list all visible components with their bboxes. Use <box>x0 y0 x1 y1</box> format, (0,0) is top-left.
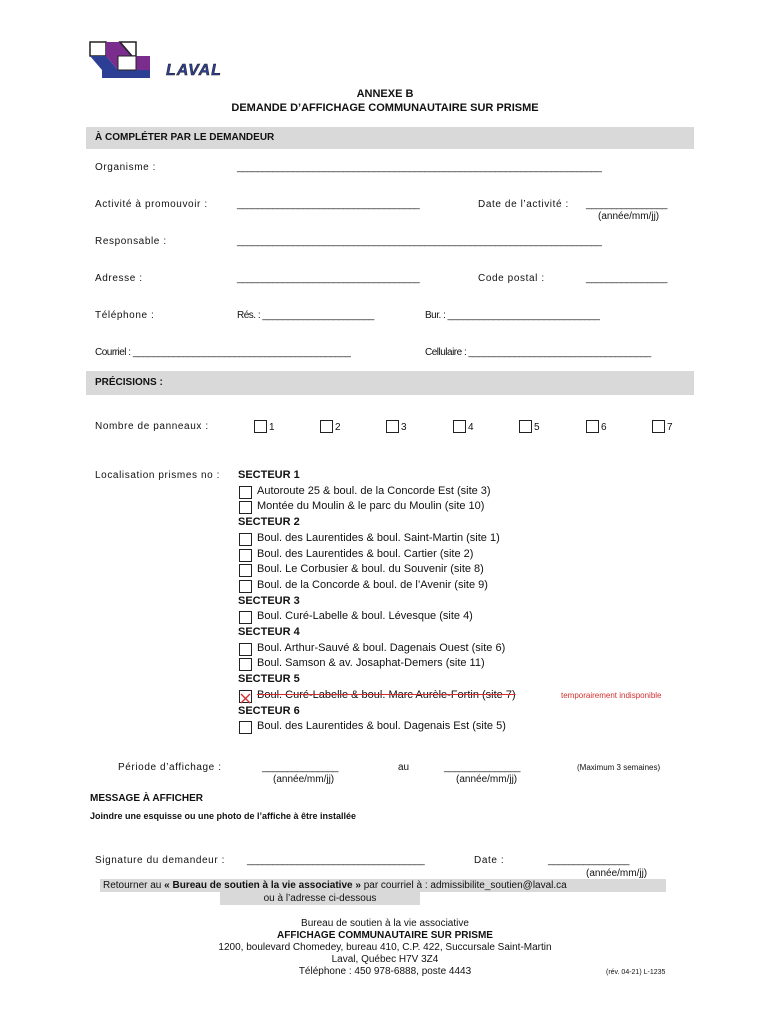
secteur-heading: SECTEUR 6 <box>238 704 300 717</box>
site-checkbox[interactable] <box>239 533 252 546</box>
organisme-field[interactable]: ________________________________________________________________________ <box>237 162 602 173</box>
periode-fin-field[interactable]: _______________ <box>444 762 520 773</box>
secteur-heading: SECTEUR 5 <box>238 673 300 686</box>
code-postal-field[interactable]: ________________ <box>586 273 667 284</box>
panneaux-checkbox-5[interactable] <box>519 420 532 433</box>
organisme-label: Organisme : <box>95 162 157 173</box>
periode-label: Période d’affichage : <box>118 762 222 773</box>
site-checkbox[interactable] <box>239 658 252 671</box>
activite-label: Activité à promouvoir : <box>95 199 208 210</box>
localisation-label: Localisation prismes no : <box>95 470 221 481</box>
message-instruction: Joindre une esquisse ou une photo de l’affiche à être installée <box>90 811 357 821</box>
panneaux-option-label: 2 <box>335 422 341 433</box>
responsable-label: Responsable : <box>95 236 167 247</box>
periode-debut-field[interactable]: _______________ <box>262 762 338 773</box>
site-label: Boul. des Laurentides & boul. Dagenais Est (site 5) <box>257 720 506 733</box>
site-checkbox[interactable] <box>239 549 252 562</box>
telephone-bur-field[interactable]: Bur. : ______________________________ <box>425 310 600 321</box>
code-postal-label: Code postal : <box>478 273 545 284</box>
footer-line1: Bureau de soutien à la vie associative <box>301 918 469 929</box>
panneaux-option-label: 1 <box>269 422 275 433</box>
panneaux-option-label: 5 <box>534 422 540 433</box>
courriel-field[interactable]: Courriel : ___________________________________________ <box>95 347 351 358</box>
site-label: Boul. Arthur-Sauvé & boul. Dagenais Ouest (site 6) <box>257 641 506 654</box>
panneaux-label: Nombre de panneaux : <box>95 421 209 432</box>
secteur-heading: SECTEUR 1 <box>238 469 300 481</box>
retour-line2 <box>220 892 420 905</box>
retour-suffix: par courriel à : admissibilite_soutien@laval.ca <box>360 880 567 891</box>
panneaux-option-label: 6 <box>601 422 607 433</box>
date-format-hint: (année/mm/jj) <box>598 211 660 222</box>
retour-bold: « Bureau de soutien à la vie associative » <box>164 880 361 891</box>
site-label: Boul. Curé-Labelle & boul. Lévesque (site 4) <box>257 610 473 623</box>
cross-icon <box>240 693 251 704</box>
site-checkbox[interactable] <box>239 580 252 593</box>
retour-instruction <box>100 879 666 892</box>
unavailable-note: temporairement indisponible <box>561 690 662 700</box>
site-checkbox[interactable] <box>239 611 252 624</box>
periode-au-label: au <box>398 762 410 773</box>
panneaux-checkbox-1[interactable] <box>254 420 267 433</box>
site-label: Montée du Moulin & le parc du Moulin (site 10) <box>257 500 485 513</box>
panneaux-option-label: 4 <box>468 422 474 433</box>
annexe-label: ANNEXE B <box>356 88 414 100</box>
signature-label: Signature du demandeur : <box>95 855 226 866</box>
signature-date-field[interactable]: ________________ <box>548 855 629 866</box>
periode-fin-format: (année/mm/jj) <box>456 774 518 785</box>
secteur-heading: SECTEUR 2 <box>238 516 300 529</box>
date-activite-field[interactable]: ________________ <box>586 199 667 210</box>
telephone-res-field[interactable]: Rés. : ______________________ <box>237 310 374 321</box>
panneaux-checkbox-3[interactable] <box>386 420 399 433</box>
site-label: Boul. Curé-Labelle & boul. Marc Aurèle-Fortin (site 7) <box>257 688 516 701</box>
date-activite-label: Date de l’activité : <box>478 199 569 210</box>
panneaux-checkbox-7[interactable] <box>652 420 665 433</box>
footer-line5: Téléphone : 450 978-6888, poste 4443 <box>298 966 472 977</box>
site-checkbox[interactable] <box>239 721 252 734</box>
laval-logo <box>88 40 238 86</box>
logo-text: LAVAL <box>166 62 222 79</box>
signature-date-label: Date : <box>474 855 505 866</box>
panneaux-checkbox-4[interactable] <box>453 420 466 433</box>
message-heading: MESSAGE À AFFICHER <box>90 793 203 804</box>
signature-field[interactable]: ___________________________________ <box>247 855 425 866</box>
adresse-label: Adresse : <box>95 273 143 284</box>
secteur-heading: SECTEUR 3 <box>238 594 300 607</box>
retour-line2-text: ou à l’adresse ci-dessous <box>263 893 377 904</box>
cellulaire-field[interactable]: Cellulaire : ____________________________________ <box>425 347 651 358</box>
footer-line2: AFFICHAGE COMMUNAUTAIRE SUR PRISME <box>277 930 493 941</box>
responsable-field[interactable]: ________________________________________________________________________ <box>237 236 602 247</box>
retour-prefix: Retourner au <box>103 880 165 891</box>
site-label: Autoroute 25 & boul. de la Concorde Est (site 3) <box>257 484 491 497</box>
revision-note: (rév. 04-21) L-1235 <box>606 969 666 976</box>
site-checkbox[interactable] <box>239 501 252 514</box>
site-label: Boul. des Laurentides & boul. Cartier (site 2) <box>257 547 474 560</box>
section-bar-demandeur <box>86 127 694 149</box>
footer-line4: Laval, Québec H7V 3Z4 <box>331 954 439 965</box>
signature-date-format: (année/mm/jj) <box>586 868 648 879</box>
section-heading: À COMPLÉTER PAR LE DEMANDEUR <box>95 132 275 143</box>
panneaux-option-label: 3 <box>401 422 407 433</box>
site-checkbox[interactable] <box>239 564 252 577</box>
panneaux-checkbox-6[interactable] <box>586 420 599 433</box>
telephone-label: Téléphone : <box>95 310 155 321</box>
site-checkbox[interactable] <box>239 643 252 656</box>
section-heading: PRÉCISIONS : <box>95 377 163 388</box>
site-checkbox-disabled <box>239 690 252 703</box>
panneaux-checkbox-2[interactable] <box>320 420 333 433</box>
site-label: Boul. Le Corbusier & boul. du Souvenir (site 8) <box>257 563 484 576</box>
site-label: Boul. des Laurentides & boul. Saint-Martin (site 1) <box>257 531 500 544</box>
site-label: Boul. Samson & av. Josaphat-Demers (site 11) <box>257 657 485 670</box>
footer-line3: 1200, boulevard Chomedey, bureau 410, C.P. 422, Succursale Saint-Martin <box>218 942 552 953</box>
secteur-heading: SECTEUR 4 <box>238 626 300 638</box>
site-label: Boul. de la Concorde & boul. de l’Avenir (site 9) <box>257 578 488 591</box>
section-bar-precisions <box>86 371 694 395</box>
periode-debut-format: (année/mm/jj) <box>273 774 335 785</box>
panneaux-option-label: 7 <box>667 422 673 433</box>
adresse-field[interactable]: ____________________________________ <box>237 273 420 284</box>
page-title: DEMANDE D’AFFICHAGE COMMUNAUTAIRE SUR PRISME <box>231 102 539 114</box>
site-checkbox[interactable] <box>239 486 252 499</box>
activite-field[interactable]: ____________________________________ <box>237 199 420 210</box>
periode-maximum-note: (Maximum 3 semaines) <box>577 763 661 772</box>
